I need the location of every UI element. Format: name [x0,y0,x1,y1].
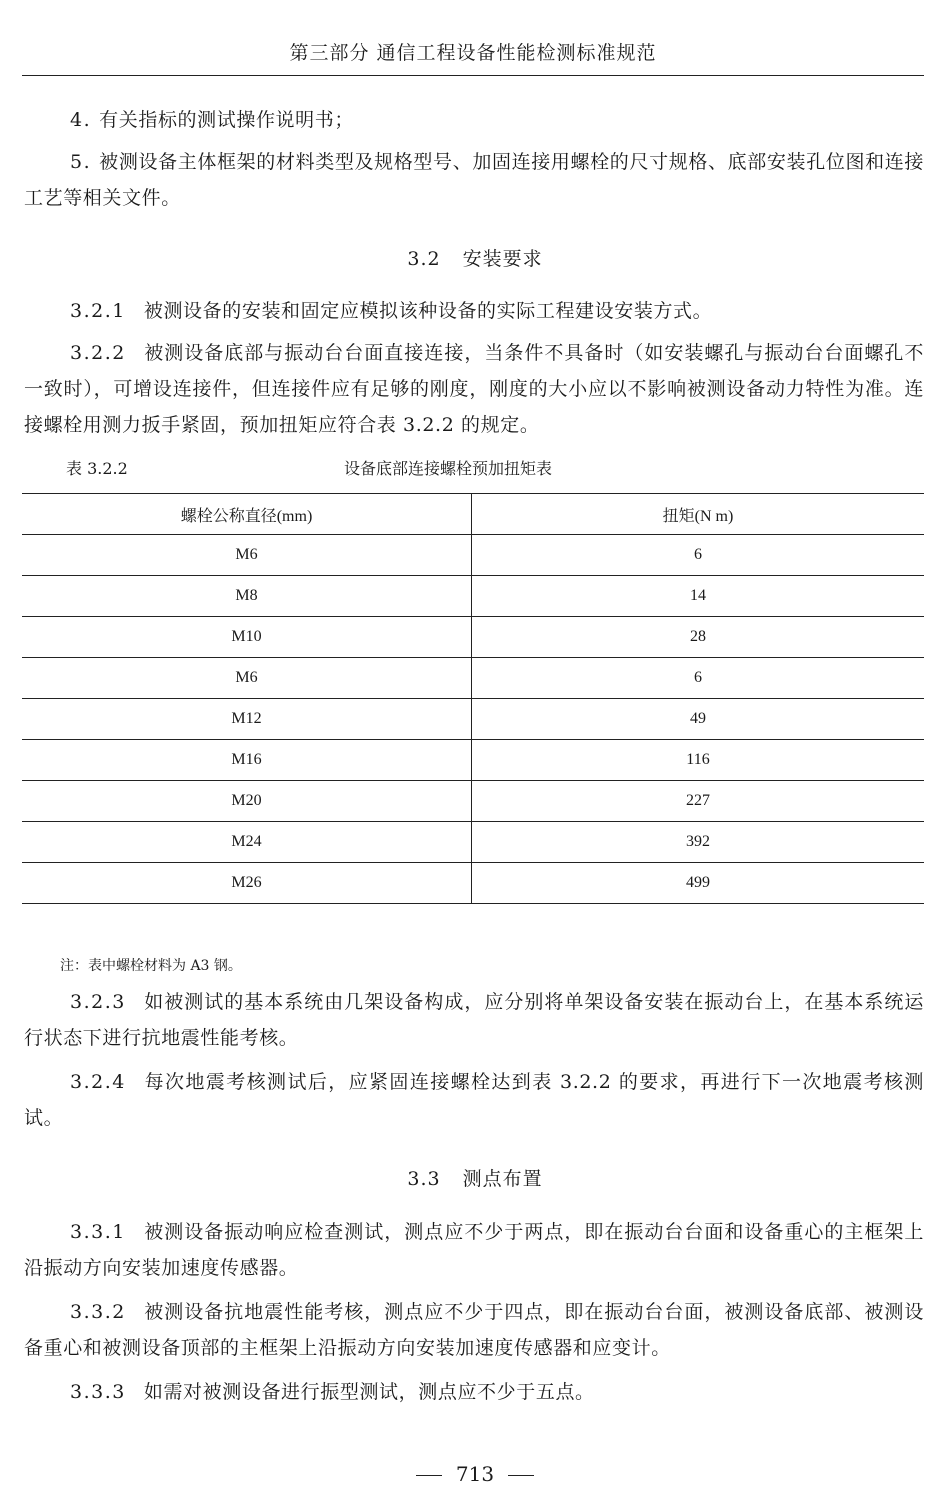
bolt-torque-table [22,493,924,904]
clause-number: 3.3.2 [70,1301,126,1323]
section-heading-3-2 [0,244,950,271]
column-header-torque: 扭矩(N m) [472,494,925,535]
table-row [22,740,924,781]
clause-number: 3.3.1 [70,1221,126,1243]
section-title: 安装要求 [462,248,543,270]
table-number: 表 3.2.2 [66,459,128,478]
table-row [22,617,924,658]
torque-cell: 116 [472,740,925,781]
torque-cell: 14 [472,576,925,617]
table-row [22,781,924,822]
table-row [22,863,924,904]
footer-dash-left [416,1475,442,1476]
clause-3-2-1 [24,293,924,329]
table-header-row [22,494,924,535]
clause-3-3-3 [24,1374,924,1410]
table-row [22,822,924,863]
list-item-text: 有关指标的测试操作说明书； [99,109,354,131]
page-number: 713 [455,1462,495,1486]
table-note: 注：表中螺栓材料为 A3 钢。 [60,958,242,974]
section-title: 测点布置 [462,1168,543,1190]
torque-cell: 6 [472,658,925,699]
torque-cell: 499 [472,863,925,904]
running-header: 第三部分 通信工程设备性能检测标准规范 [22,38,924,76]
page-footer [0,1462,950,1486]
section-number: 3.2 [407,248,441,270]
column-header-diameter: 螺栓公称直径(mm) [22,494,472,535]
clause-3-2-4 [24,1064,924,1136]
torque-cell: 28 [472,617,925,658]
bolt-size-cell: M8 [22,576,472,617]
clause-number: 3.2.3 [70,991,126,1013]
clause-3-3-2 [24,1294,924,1366]
clause-number: 3.2.4 [70,1071,126,1093]
list-item-5 [24,144,924,216]
clause-number: 3.2.2 [70,342,126,364]
bolt-size-cell: M20 [22,781,472,822]
clause-text: 被测设备的安装和固定应模拟该种设备的实际工程建设安装方式。 [143,300,713,322]
table-row [22,699,924,740]
clause-text: 如需对被测设备进行振型测试，测点应不少于五点。 [143,1381,595,1403]
bolt-size-cell: M12 [22,699,472,740]
list-item-number: 4. [70,109,92,131]
section-number: 3.3 [407,1168,441,1190]
clause-text: 被测设备底部与振动台台面直接连接，当条件不具备时（如安装螺孔与振动台台面螺孔不一致时），可增设连接件，但连接件应有足够的刚度，刚度的大小应以不影响被测设备动力特性为准。连接螺栓用测力扳手紧固，预加扭矩应符合表 3.2.2 的规定。 [24,342,924,436]
list-item-number: 5. [70,151,92,173]
list-item-text: 被测设备主体框架的材料类型及规格型号、加固连接用螺栓的尺寸规格、底部安装孔位图和连接工艺等相关文件。 [24,151,924,209]
clause-text: 被测设备振动响应检查测试，测点应不少于两点，即在振动台台面和设备重心的主框架上沿振动方向安装加速度传感器。 [24,1221,924,1279]
bolt-size-cell: M6 [22,535,472,576]
clause-text: 每次地震考核测试后，应紧固连接螺栓达到表 3.2.2 的要求，再进行下一次地震考核测试。 [24,1071,924,1129]
table-row [22,576,924,617]
clause-number: 3.2.1 [70,300,126,322]
bolt-size-cell: M16 [22,740,472,781]
clause-number: 3.3.3 [70,1381,126,1403]
clause-text: 被测设备抗地震性能考核，测点应不少于四点，即在振动台台面，被测设备底部、被测设备重心和被测设备顶部的主框架上沿振动方向安装加速度传感器和应变计。 [24,1301,924,1359]
torque-cell: 392 [472,822,925,863]
torque-cell: 49 [472,699,925,740]
bolt-size-cell: M26 [22,863,472,904]
torque-cell: 227 [472,781,925,822]
torque-cell: 6 [472,535,925,576]
clause-3-2-3 [24,984,924,1056]
clause-3-3-1 [24,1214,924,1286]
bolt-size-cell: M24 [22,822,472,863]
table-row [22,658,924,699]
table-title: 设备底部连接螺栓预加扭矩表 [344,459,553,478]
list-item-4 [24,102,924,138]
table-row [22,535,924,576]
bolt-size-cell: M6 [22,658,472,699]
footer-dash-right [508,1475,534,1476]
clause-text: 如被测试的基本系统由几架设备构成，应分别将单架设备安装在振动台上，在基本系统运行状态下进行抗地震性能考核。 [24,991,924,1049]
bolt-size-cell: M10 [22,617,472,658]
section-heading-3-3 [0,1164,950,1191]
clause-3-2-2 [24,335,924,443]
